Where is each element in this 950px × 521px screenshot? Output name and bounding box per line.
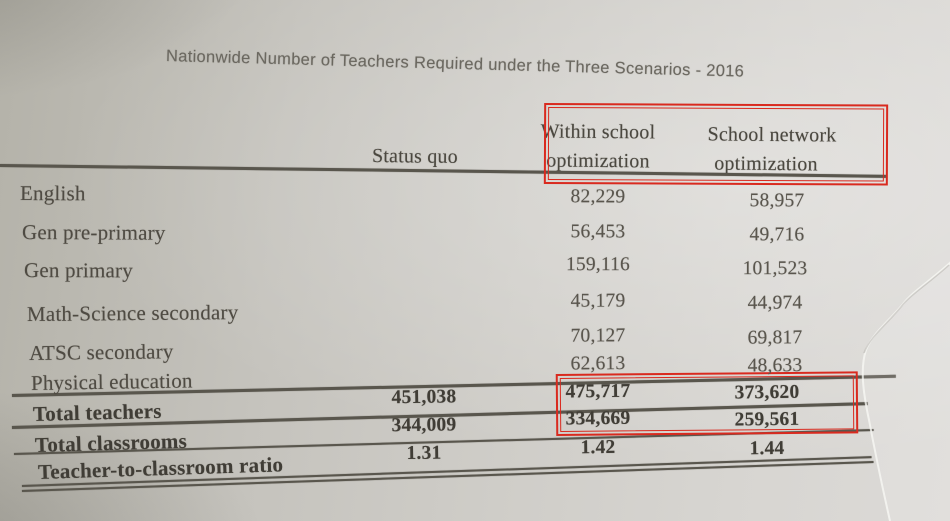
row-value-within: 62,613 xyxy=(570,353,626,375)
total-value-within: 1.42 xyxy=(580,436,616,459)
total-value-status-quo: 344,009 xyxy=(391,414,457,437)
total-value-status-quo: 451,038 xyxy=(391,386,457,409)
row-label: Math-Science secondary xyxy=(26,300,239,326)
row-value-within: 159,116 xyxy=(565,254,631,276)
row-label: ATSC secondary xyxy=(28,339,174,365)
column-header-school-network-line1: School network xyxy=(707,123,837,147)
total-value-network: 373,620 xyxy=(734,381,800,404)
row-label: Gen pre-primary xyxy=(21,220,166,245)
row-value-within: 82,229 xyxy=(570,186,626,208)
column-header-status-quo: Status quo xyxy=(371,145,459,168)
row-label: English xyxy=(19,181,86,206)
row-value-within: 70,127 xyxy=(570,325,626,347)
total-row-label: Teacher-to-classroom ratio xyxy=(37,452,284,484)
total-value-within: 475,717 xyxy=(565,380,631,403)
total-row-label: Total classrooms xyxy=(34,428,188,457)
document-title: Nationwide Number of Teachers Required under the Three Scenarios - 2016 xyxy=(165,47,745,81)
row-value-within: 56,453 xyxy=(570,221,626,243)
column-header-within-school-line1: Within school xyxy=(540,120,656,144)
row-label: Physical education xyxy=(30,368,193,395)
column-header-school-network-line2: optimization xyxy=(714,152,818,176)
row-value-network: 44,974 xyxy=(747,292,803,314)
column-header-within-school-line2: optimization xyxy=(546,149,650,173)
total-value-within: 334,669 xyxy=(565,407,631,430)
row-value-network: 58,957 xyxy=(749,190,805,212)
highlight-box-optimization-headers xyxy=(544,103,888,186)
total-value-network: 259,561 xyxy=(734,408,800,431)
row-value-network: 101,523 xyxy=(742,258,808,280)
row-value-network: 49,716 xyxy=(749,224,805,246)
row-value-network: 69,817 xyxy=(747,327,803,349)
total-row-label: Total teachers xyxy=(32,398,162,426)
total-value-status-quo: 1.31 xyxy=(406,442,442,465)
row-value-within: 45,179 xyxy=(570,290,626,312)
total-value-network: 1.44 xyxy=(749,437,785,460)
row-value-network: 48,633 xyxy=(747,355,803,377)
row-label: Gen primary xyxy=(23,258,133,283)
